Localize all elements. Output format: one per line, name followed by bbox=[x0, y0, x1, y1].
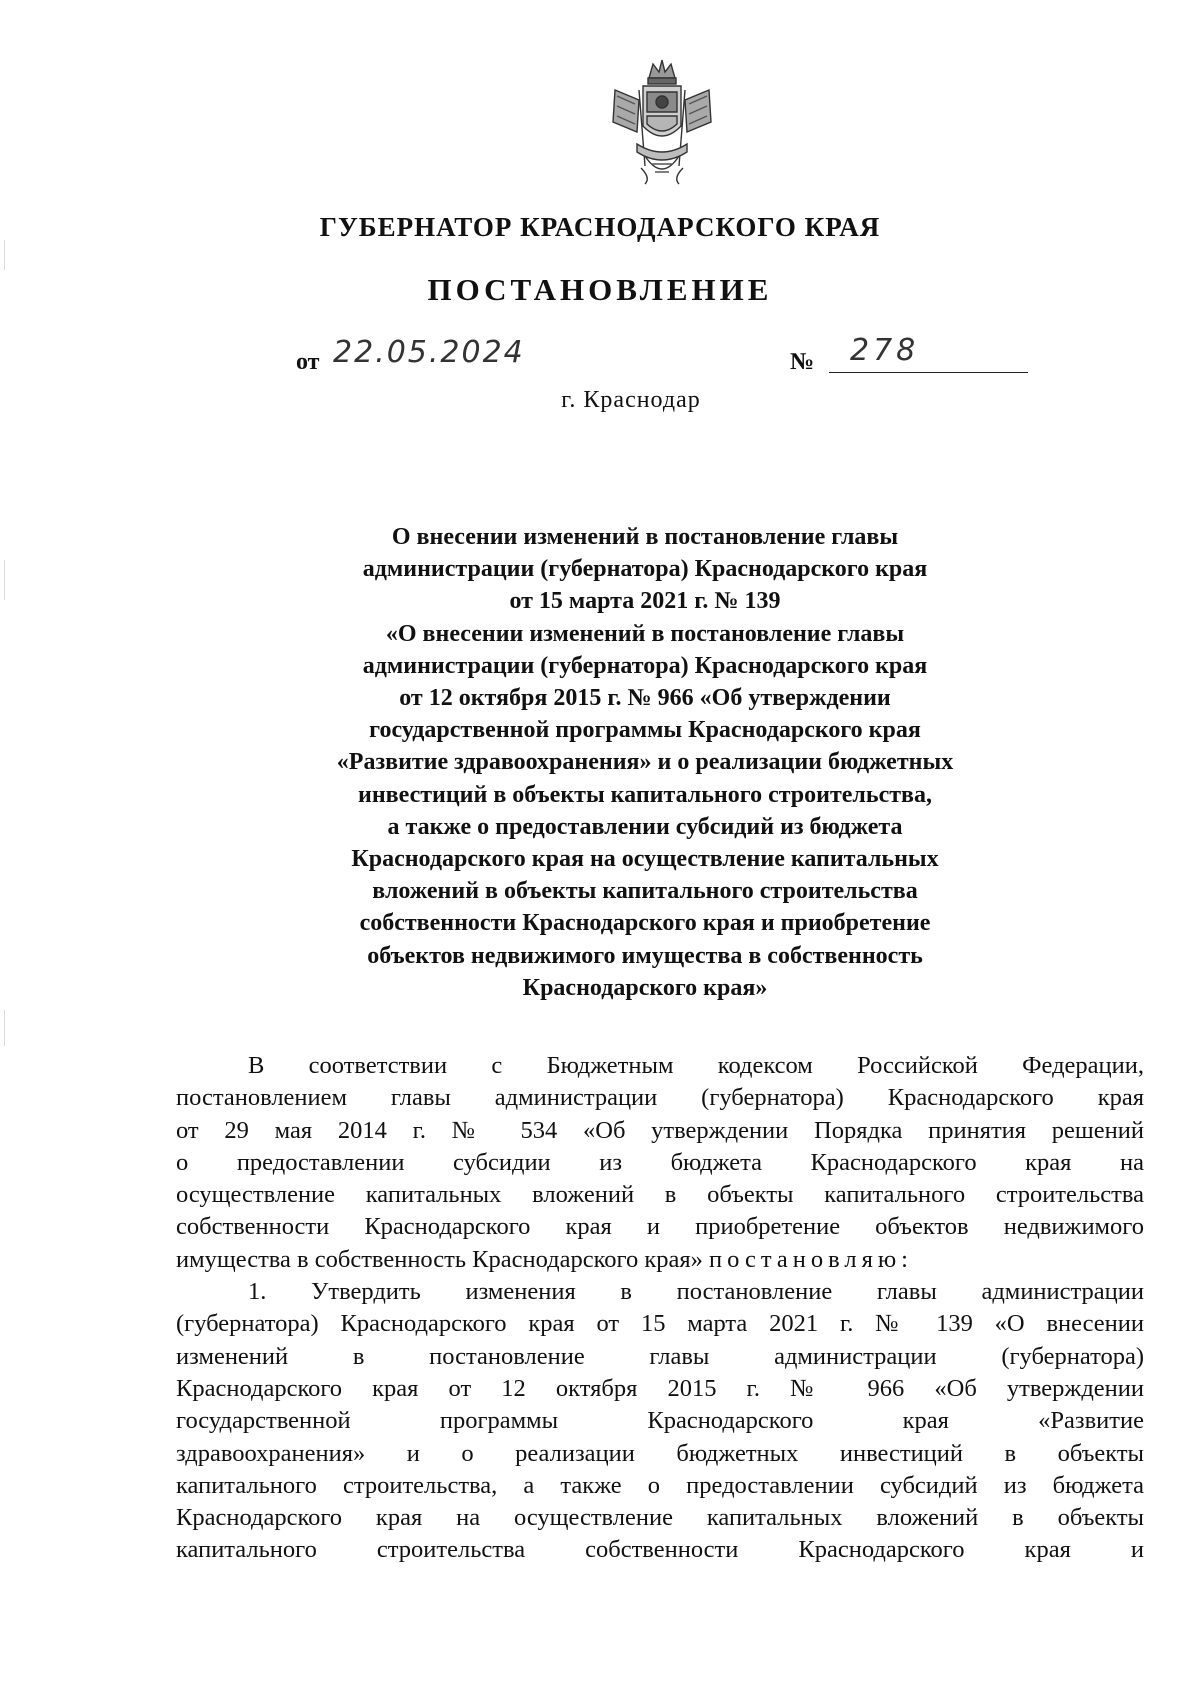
body-line: государственной программы Краснодарского края «Развитие bbox=[176, 1407, 1144, 1435]
body-line: 1. Утвердить изменения в постановление главы администрации bbox=[248, 1278, 1144, 1306]
date-number-row bbox=[0, 335, 1200, 379]
body-line-text: имущества в собственность Краснодарского края» bbox=[176, 1245, 703, 1273]
handwritten-number: 278 bbox=[850, 333, 920, 368]
title-line: собственности Краснодарского края и приобретение bbox=[359, 910, 931, 937]
body-text bbox=[176, 1050, 1144, 1567]
title-line: от 12 октября 2015 г. № 966 «Об утверждении bbox=[399, 685, 891, 712]
body-line: капитального строительства собственности Краснодарского края и bbox=[176, 1536, 1144, 1564]
scan-margin-mark bbox=[4, 240, 5, 270]
body-line: изменений в постановление главы администрации (губернатора) bbox=[176, 1342, 1144, 1370]
body-line: о предоставлении субсидии из бюджета Краснодарского края на bbox=[176, 1148, 1144, 1176]
body-line: постановлением главы администрации (губернатора) Краснодарского края bbox=[176, 1084, 1144, 1112]
city-label: г. Краснодар bbox=[561, 387, 701, 413]
document-type: ПОСТАНОВЛЕНИЕ bbox=[427, 272, 773, 307]
scan-margin-mark bbox=[4, 1010, 5, 1046]
body-line: здравоохранения» и о реализации бюджетных инвестиций в объекты bbox=[176, 1439, 1144, 1467]
issuing-authority: ГУБЕРНАТОР КРАСНОДАРСКОГО КРАЯ bbox=[319, 212, 881, 242]
body-line: Краснодарского края на осуществление капитальных вложений в объекты bbox=[176, 1504, 1144, 1532]
title-line: вложений в объекты капитального строительства bbox=[372, 878, 918, 905]
body-line: осуществление капитальных вложений в объекты капитального строительства bbox=[176, 1181, 1144, 1209]
scan-margin-mark bbox=[4, 560, 5, 600]
body-line: (губернатора) Краснодарского края от 15 марта 2021 г. № 139 «О внесении bbox=[176, 1310, 1144, 1338]
handwritten-date: 22.05.2024 bbox=[333, 335, 525, 370]
title-line: администрации (губернатора) Краснодарского края bbox=[362, 556, 928, 583]
operative-keyword: постановляю: bbox=[709, 1245, 913, 1273]
title-line: Краснодарского края» bbox=[522, 974, 768, 1001]
coat-of-arms-emblem bbox=[601, 56, 723, 186]
number-underline bbox=[829, 372, 1028, 373]
document-title bbox=[250, 521, 1040, 1004]
body-line: от 29 мая 2014 г. № 534 «Об утверждении Порядка принятия решений bbox=[176, 1116, 1144, 1144]
title-line: государственной программы Краснодарского края bbox=[369, 717, 921, 744]
body-line: В соответствии с Бюджетным кодексом Российской Федерации, bbox=[248, 1052, 1144, 1079]
title-line: «О внесении изменений в постановление главы bbox=[385, 620, 905, 647]
body-line-with-keyword bbox=[176, 1244, 1144, 1276]
title-line: инвестиций в объекты капитального строительства, bbox=[358, 781, 932, 808]
title-line: объектов недвижимого имущества в собственность bbox=[367, 942, 923, 969]
title-line: Краснодарского края на осуществление капитальных bbox=[351, 846, 939, 873]
title-line: «Развитие здравоохранения» и о реализации бюджетных bbox=[336, 749, 954, 776]
title-line: О внесении изменений в постановление главы bbox=[391, 524, 899, 550]
body-line: капитального строительства, а также о предоставлении субсидий из бюджета bbox=[176, 1471, 1144, 1499]
number-prefix-label: № bbox=[790, 349, 815, 375]
title-line: администрации (губернатора) Краснодарского края bbox=[362, 652, 928, 679]
title-line: от 15 марта 2021 г. № 139 bbox=[509, 588, 781, 615]
title-line: а также о предоставлении субсидий из бюджета bbox=[387, 813, 903, 840]
date-prefix-label: от bbox=[296, 349, 320, 375]
body-line: Краснодарского края от 12 октября 2015 г. № 966 «Об утверждении bbox=[176, 1374, 1144, 1402]
body-line: собственности Краснодарского края и приобретение объектов недвижимого bbox=[176, 1213, 1144, 1241]
